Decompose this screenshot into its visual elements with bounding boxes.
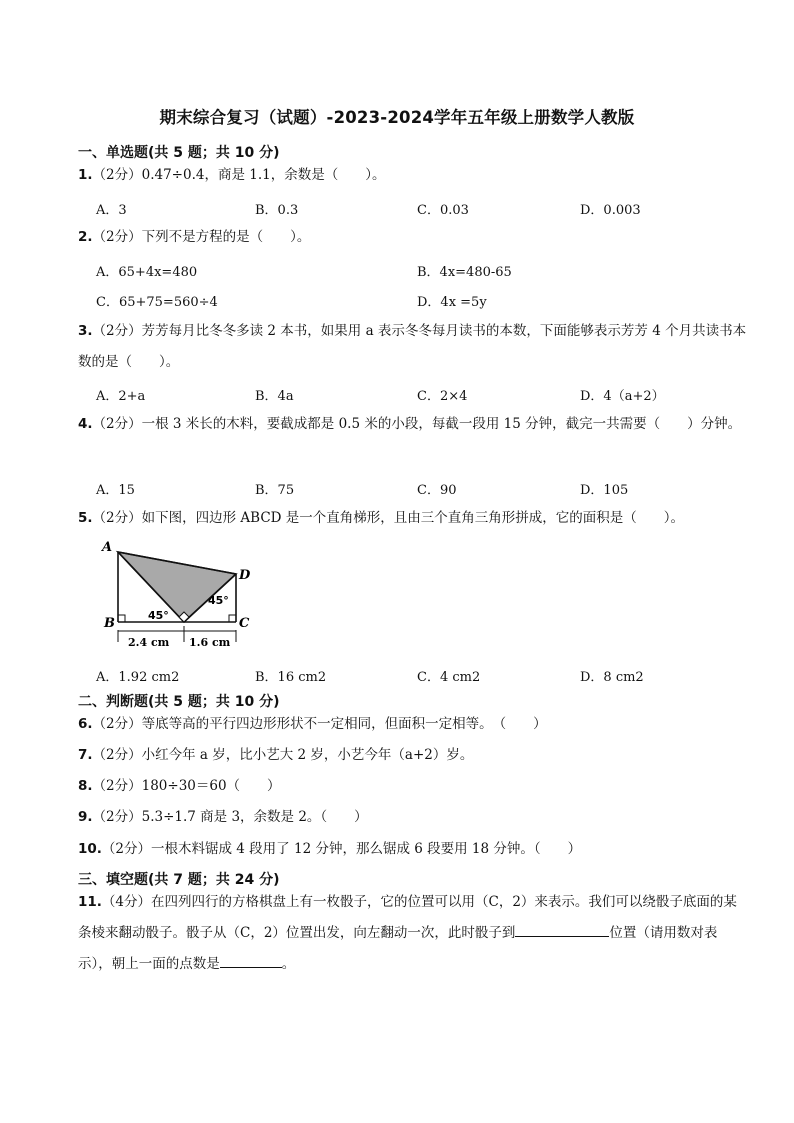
- option-a[interactable]: A．3: [96, 203, 127, 218]
- section-heading-true-false: 二、判断题(共 5 题；共 10 分): [78, 694, 280, 710]
- question-text-part2: 位置（请用数对表示），朝上一面的点数是: [78, 925, 718, 972]
- option-b[interactable]: B．4x=480-65: [417, 265, 512, 280]
- question-10: [78, 834, 750, 865]
- question-text-part1: （4分）在四列四行的方格棋盘上有一枚骰子，它的位置可以用（C，2）来表示。我们可以绕骰子底面的某条棱来翻动骰子。骰子从（C，2）位置出发，向左翻动一次，此时骰子到: [78, 894, 737, 941]
- option-a[interactable]: A．65+4x=480: [96, 265, 198, 280]
- question-text: （2分）0.47÷0.4，商是 1.1，余数是（ ）。: [92, 167, 386, 183]
- question-1: [78, 160, 750, 191]
- angle-label-left: 45°: [148, 609, 169, 622]
- option-d[interactable]: D．4x =5y: [417, 295, 487, 310]
- section-heading-single-choice: 一、单选题(共 5 题；共 10 分): [78, 145, 280, 161]
- question-number: 1.: [78, 167, 93, 183]
- question-number: 8.: [78, 778, 93, 794]
- question-number: 6.: [78, 716, 93, 732]
- question-3-options: [96, 385, 756, 409]
- question-number: 4.: [78, 416, 93, 432]
- answer-blank-position[interactable]: [515, 922, 609, 937]
- question-11: [78, 887, 750, 980]
- question-text: （2分）180÷30＝60（ ）: [92, 778, 281, 794]
- option-a[interactable]: A．15: [96, 483, 135, 498]
- label-a: A: [102, 540, 113, 555]
- question-number: 2.: [78, 229, 93, 245]
- option-b[interactable]: B．4a: [255, 389, 294, 404]
- question-text: （2分）5.3÷1.7 商是 3，余数是 2。（ ）: [92, 809, 368, 825]
- option-d[interactable]: D．105: [580, 483, 629, 498]
- answer-blank-points[interactable]: [220, 953, 282, 968]
- option-b[interactable]: B．16 cm2: [255, 670, 327, 685]
- section-heading-fill-in: 三、填空题(共 7 题；共 24 分): [78, 872, 280, 888]
- label-c: C: [239, 616, 250, 631]
- question-number: 5.: [78, 510, 93, 526]
- option-c[interactable]: C．4 cm2: [417, 670, 481, 685]
- question-number: 9.: [78, 809, 93, 825]
- right-angle-mark-b: [118, 615, 125, 622]
- option-c[interactable]: C．2×4: [417, 389, 468, 404]
- question-text-part3: 。: [281, 956, 296, 972]
- question-text: （2分）如下图，四边形 ABCD 是一个直角梯形，且由三个直角三角形拼成，它的面积是（ ）。: [92, 510, 685, 526]
- page-title: 期末综合复习（试题）-2023-2024学年五年级上册数学人教版: [159, 108, 635, 127]
- option-d[interactable]: D．0.003: [580, 203, 641, 218]
- right-angle-mark-c: [229, 615, 236, 622]
- question-1-options: [96, 199, 756, 223]
- option-a[interactable]: A．2+a: [96, 389, 146, 404]
- question-4-options: [96, 479, 756, 503]
- question-number: 10.: [78, 841, 102, 857]
- question-6: [78, 709, 750, 740]
- option-d[interactable]: D．4（a+2）: [580, 389, 665, 404]
- question-text: （2分）小红今年 a 岁，比小艺大 2 岁，小艺今年（a+2）岁。: [92, 747, 474, 763]
- angle-label-right: 45°: [208, 594, 229, 607]
- question-text: （2分）下列不是方程的是（ ）。: [92, 229, 311, 245]
- question-9: [78, 802, 750, 833]
- question-8: [78, 771, 750, 802]
- question-text: （2分）等底等高的平行四边形形状不一定相同，但面积一定相等。 （ ）: [92, 716, 547, 732]
- question-2-options-row2: [96, 291, 756, 315]
- question-2: [78, 222, 750, 253]
- length-label-left: 2.4 cm: [128, 636, 170, 649]
- question-4: [78, 409, 750, 440]
- question-text: （2分）一根木料锯成 4 段用了 12 分钟，那么锯成 6 段要用 18 分钟。（ ）: [101, 841, 582, 857]
- option-b[interactable]: B．0.3: [255, 203, 299, 218]
- question-number: 3.: [78, 323, 93, 339]
- question-number: 11.: [78, 894, 102, 910]
- option-d[interactable]: D．8 cm2: [580, 670, 644, 685]
- question-2-options-row1: [96, 261, 756, 285]
- option-c[interactable]: C．90: [417, 483, 457, 498]
- option-c[interactable]: C．0.03: [417, 203, 469, 218]
- option-a[interactable]: A．1.92 cm2: [96, 670, 180, 685]
- question-number: 7.: [78, 747, 93, 763]
- label-d: D: [239, 568, 251, 583]
- question-5-options: [96, 666, 756, 690]
- question-text: （2分）一根 3 米长的木料，要截成都是 0.5 米的小段，每截一段用 15 分钟，截完一共需要（ ）分钟。: [92, 416, 742, 432]
- option-b[interactable]: B．75: [255, 483, 295, 498]
- option-c[interactable]: C．65+75=560÷4: [96, 295, 218, 310]
- length-label-right: 1.6 cm: [189, 636, 231, 649]
- question-7: [78, 740, 750, 771]
- question-5: [78, 503, 750, 534]
- question-3: [78, 316, 750, 378]
- label-b: B: [104, 616, 115, 631]
- trapezoid-figure: [96, 538, 276, 650]
- question-text: （2分）芳芳每月比冬冬多读 2 本书，如果用 a 表示冬冬每月读书的本数，下面能够表示芳芳 4 个月共读书本数的是（ ）。: [78, 323, 747, 370]
